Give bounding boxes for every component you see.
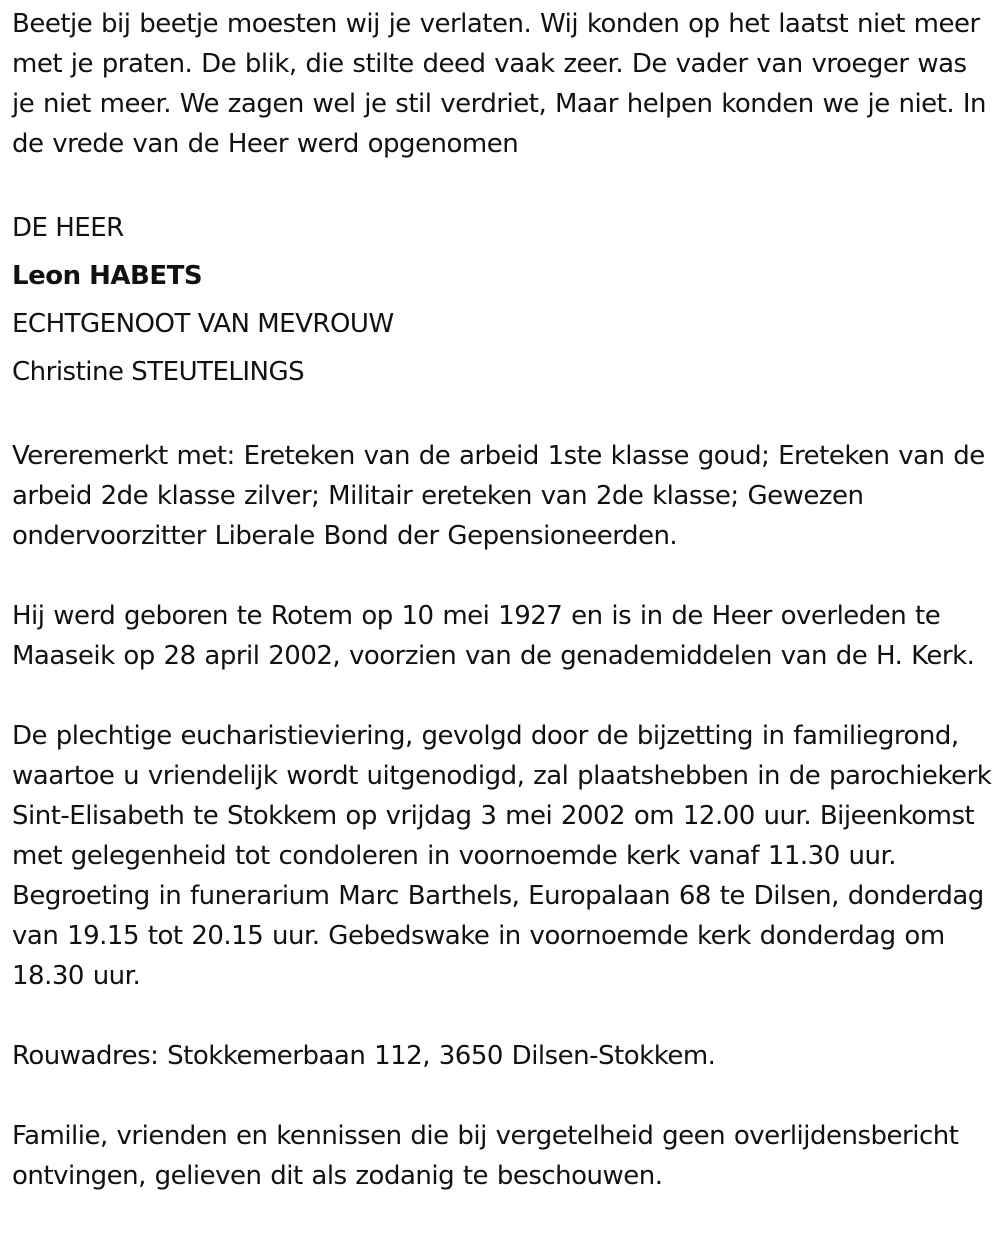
closing-paragraph: Familie, vrienden en kennissen die bij vergetelheid geen overlijdensbericht ontvingen, gelieven dit als zodanig te beschouwen. [12, 1121, 959, 1191]
birth-death-paragraph: Hij werd geboren te Rotem op 10 mei 1927 en is in de Heer overleden te Maaseik op 28 april 2002, voorzien van de genademiddelen van de H. Kerk. [12, 601, 975, 671]
honors-paragraph: Vereremerkt met: Ereteken van de arbeid 1ste klasse goud; Ereteken van de arbeid 2de klasse zilver; Militair ereteken van 2de klasse; Gewezen ondervoorzitter Liberale Bond der Gepensioneerden. [12, 441, 985, 551]
ceremony-paragraph: De plechtige eucharistieviering, gevolgd door de bijzetting in familiegrond, waartoe u vriendelijk wordt uitgenodigd, zal plaatshebben in de parochiekerk Sint-Elisabeth te Stokkem op vrijdag 3 mei 2002 om 12.00 uur. Bijeenkomst met gelegenheid tot condoleren in voornoemde kerk vanaf 11.30 uur. Begroeting in funerarium Marc Barthels, Europalaan 68 te Dilsen, donderdag van 19.15 tot 20.15 uur. Gebedswake in voornoemde kerk donderdag om 18.30 uur. [12, 721, 992, 991]
deceased-name-block [12, 204, 992, 396]
obituary-document [12, 4, 992, 1196]
spouse-name: Christine STEUTELINGS [12, 357, 305, 387]
intro-paragraph: Beetje bij beetje moesten wij je verlaten. Wij konden op het laatst niet meer met je praten. De blik, die stilte deed vaak zeer. De vader van vroeger was je niet meer. We zagen wel je stil verdriet, Maar helpen konden we je niet. In de vrede van de Heer werd opgenomen [12, 9, 987, 159]
deceased-name: Leon HABETS [12, 261, 203, 291]
mourning-address: Rouwadres: Stokkemerbaan 112, 3650 Dilsen-Stokkem. [12, 1041, 716, 1071]
honorific-title: DE HEER [12, 213, 124, 243]
relation-line: ECHTGENOOT VAN MEVROUW [12, 309, 394, 339]
